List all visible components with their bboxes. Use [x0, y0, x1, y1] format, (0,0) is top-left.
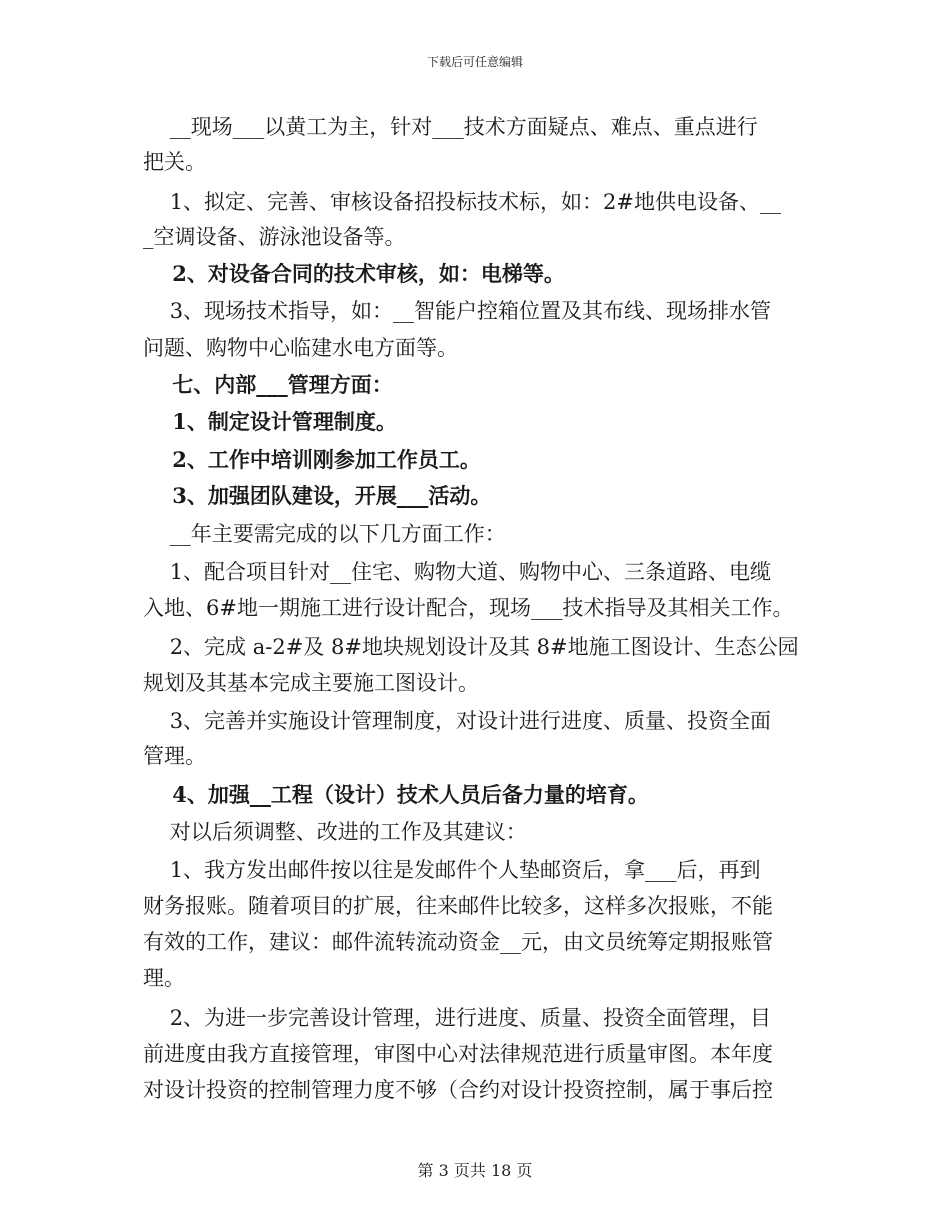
text-line: 入地、6#地一期施工进行设计配合，现场___技术指导及其相关工作。: [143, 596, 794, 620]
text-line: 3、完善并实施设计管理制度，对设计进行进度、质量、投资全面: [143, 709, 772, 733]
text-line: 3、现场技术指导，如：__智能户控箱位置及其布线、现场排水管: [143, 299, 772, 323]
text-line: 4、加强__工程（设计）技术人员后备力量的培育。: [143, 782, 649, 807]
text-line: 1、我方发出邮件按以往是发邮件个人垫邮资后，拿___后，再到: [143, 858, 761, 882]
text-line: __年主要需完成的以下几方面工作：: [143, 522, 506, 546]
text-line: 2、工作中培训刚参加工作员工。: [143, 447, 481, 472]
text-line: 对设计投资的控制管理力度不够（合约对设计投资控制，属于事后控: [143, 1078, 773, 1102]
text-line: 1、配合项目针对__住宅、购物大道、购物中心、三条道路、电缆: [143, 560, 772, 584]
text-line: 理。: [143, 966, 185, 990]
text-line: 管理。: [143, 744, 206, 768]
text-line: 把关。: [143, 150, 206, 174]
text-line: 1、拟定、完善、审核设备招投标技术标，如：2#地供电设备、__: [143, 190, 782, 214]
page-header: 下载后可任意编辑: [426, 55, 523, 69]
text-line: 2、对设备合同的技术审核，如：电梯等。: [143, 261, 565, 286]
text-line: 1、制定设计管理制度。: [143, 409, 397, 434]
text-line: 规划及其基本完成主要施工图设计。: [143, 671, 479, 695]
text-line: 2、为进一步完善设计管理，进行进度、质量、投资全面管理，目: [143, 1006, 772, 1030]
text-line: 前进度由我方直接管理，审图中心对法律规范进行质量审图。本年度: [143, 1042, 773, 1066]
text-line: _空调设备、游泳池设备等。: [143, 225, 406, 249]
text-line: 2、完成 a-2#及 8#地块规划设计及其 8#地施工图设计、生态公园: [143, 635, 799, 659]
text-line: 财务报账。随着项目的扩展，往来邮件比较多，这样多次报账，不能: [143, 894, 773, 918]
text-line: 对以后须调整、改进的工作及其建议：: [143, 820, 527, 844]
page-footer: 第 3 页共 18 页: [417, 1161, 533, 1180]
text-line: 有效的工作，建议：邮件流转流动资金__元，由文员统筹定期报账管: [143, 930, 773, 954]
text-line: 七、内部___管理方面：: [143, 372, 393, 397]
text-line: 3、加强团队建设，开展___活动。: [143, 483, 492, 508]
text-line: __现场___以黄工为主，针对___技术方面疑点、难点、重点进行: [143, 115, 758, 139]
text-line: 问题、购物中心临建水电方面等。: [143, 336, 458, 360]
